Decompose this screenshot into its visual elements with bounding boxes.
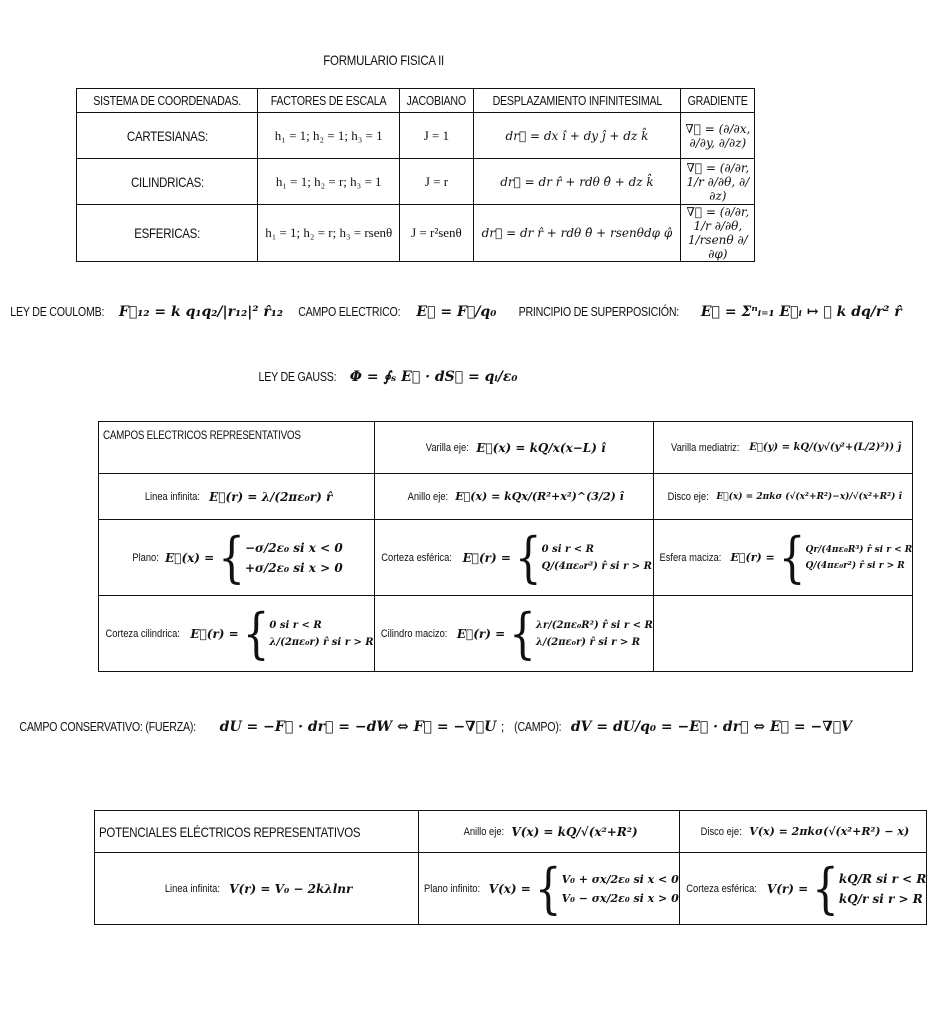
cell-formula: E⃗(x) = kQx/(R²+x²)^(3/2) î	[455, 490, 624, 503]
cell-label: Linea infinita:	[145, 490, 201, 503]
electric-fields-table	[98, 421, 913, 672]
table-cell	[374, 520, 653, 596]
cell-formula: E⃗(y) = kQ/(y√(y²+(L/2)²)) ĵ	[749, 442, 902, 453]
table-cell	[653, 520, 912, 596]
case-2: V₀ − σx/2ε₀ si x > 0	[561, 891, 679, 905]
jacobian: J = r	[400, 159, 473, 205]
case-1: λr/(2πε₀R²) r̂ si r < R	[535, 619, 653, 631]
cell-formula: E⃗(r) =	[462, 550, 511, 565]
displacement: dr⃗ = dr r̂ + rdθ θ̂ + rsenθdφ φ̂	[473, 205, 681, 262]
table-cell	[99, 520, 375, 596]
case-1: V₀ + σx/2ε₀ si x < 0	[561, 872, 679, 886]
cell-formula: E⃗(r) =	[456, 626, 506, 641]
table-row	[77, 113, 755, 159]
piecewise-definition: { −σ/2ε₀ si x < 0 +σ/2ε₀ si x > 0	[218, 525, 343, 589]
cell-label: Disco eje:	[700, 825, 742, 838]
table-cell	[418, 811, 679, 853]
cell-formula: E⃗(r) =	[730, 551, 775, 564]
column-header: GRADIENTE	[681, 89, 755, 113]
case-2: λ/(2πε₀r) r̂ si r > R	[269, 636, 374, 648]
displacement: dr⃗ = dx î + dy ĵ + dz k̂	[473, 113, 681, 159]
case-2: kQ/r si r > R	[838, 891, 923, 906]
column-header: SISTEMA DE COORDENADAS.	[77, 89, 258, 113]
table-header-row	[77, 89, 755, 113]
system-name: CARTESIANAS:	[77, 113, 258, 159]
table-cell	[418, 853, 679, 925]
scale-factors: h₁ = 1; h₂ = r; h₃ = 1	[258, 159, 400, 205]
cell-label: Disco eje:	[667, 490, 709, 503]
table-header: POTENCIALES ELÉCTRICOS REPRESENTATIVOS	[95, 811, 419, 853]
system-name: ESFERICAS:	[77, 205, 258, 262]
cell-label: Corteza esférica:	[381, 551, 453, 564]
table-row	[77, 159, 755, 205]
coulomb-label: LEY DE COULOMB:	[10, 304, 105, 319]
superposition-label: PRINCIPIO DE SUPERPOSICIÓN:	[518, 304, 679, 319]
case-2: λ/(2πε₀r) r̂ si r > R	[535, 636, 641, 648]
piecewise-definition: { kQ/R si r < R kQ/r si r > R	[812, 856, 927, 920]
conservative-field-label: (CAMPO):	[514, 719, 562, 734]
jacobian: J = 1	[400, 113, 473, 159]
table-cell	[95, 853, 419, 925]
cell-formula: V(x) =	[488, 881, 531, 896]
system-name: CILINDRICAS:	[77, 159, 258, 205]
conservative-force-formula: dU = −F⃗ · dr⃗ = −dW ⇔ F⃗ = −∇⃗U	[219, 719, 497, 735]
cell-label: Esfera maciza:	[659, 551, 722, 564]
table-row	[99, 474, 913, 520]
conservative-field-formula: dV = dU/q₀ = −E⃗ · dr⃗ ⇔ E⃗ = −∇⃗V	[570, 719, 853, 735]
gauss-label: LEY DE GAUSS:	[259, 369, 337, 384]
cell-label: Varilla mediatriz:	[670, 441, 740, 454]
cell-formula: V(r) = V₀ − 2kλlnr	[229, 881, 353, 896]
cell-label: Varilla eje:	[425, 441, 469, 454]
piecewise-definition: { 0 si r < R λ/(2πε₀r) r̂ si r > R	[242, 601, 374, 665]
conservative-field-line	[0, 718, 853, 736]
column-header: FACTORES DE ESCALA	[258, 89, 400, 113]
column-header: DESPLAZAMIENTO INFINITESIMAL	[473, 89, 681, 113]
coulomb-field-superposition-line	[0, 303, 902, 321]
case-2: Q/(4πε₀r²) r̂ si r > R	[805, 560, 905, 571]
piecewise-definition: { V₀ + σx/2ε₀ si x < 0 V₀ − σx/2ε₀ si x > 0	[534, 856, 679, 920]
cell-formula: V(r) =	[766, 881, 809, 896]
case-1: 0 si r < R	[541, 543, 594, 555]
cell-label: Plano infinito:	[423, 882, 480, 895]
table-cell	[679, 853, 927, 925]
electric-potentials-table	[94, 810, 927, 925]
cell-formula: E⃗(r) = λ/(2πε₀r) r̂	[209, 489, 333, 504]
table-cell	[99, 474, 375, 520]
table-cell	[653, 474, 912, 520]
displacement: dr⃗ = dr r̂ + rdθ θ̂ + dz k̂	[473, 159, 681, 205]
page-title: FORMULARIO FISICA II	[323, 52, 445, 68]
table-row	[99, 422, 913, 474]
table-row	[99, 596, 913, 672]
cell-label: Corteza cilindrica:	[105, 627, 180, 640]
table-row	[99, 520, 913, 596]
cell-label: Linea infinita:	[165, 882, 221, 895]
case-2: Q/(4πε₀r²) r̂ si r > R	[541, 560, 652, 572]
piecewise-definition: { Qr/(4πε₀R³) r̂ si r < R Q/(4πε₀r²) r̂ si r > R	[778, 525, 913, 589]
gauss-formula: Φ = ∮ₛ E⃗ · dS⃗ = qᵢ/ε₀	[349, 369, 518, 385]
table-header: CAMPOS ELECTRICOS REPRESENTATIVOS	[99, 422, 375, 474]
coordinate-systems-table	[76, 88, 755, 262]
case-2: +σ/2ε₀ si x > 0	[244, 560, 343, 575]
table-row	[95, 811, 927, 853]
cell-label: Anillo eje:	[407, 490, 448, 503]
case-1: 0 si r < R	[269, 619, 322, 631]
cell-label: Cilindro macizo:	[380, 627, 448, 640]
piecewise-definition: { λr/(2πε₀R²) r̂ si r < R λ/(2πε₀r) r̂ si r > R	[509, 601, 653, 665]
cell-formula: V(x) = kQ/√(x²+R²)	[511, 824, 638, 839]
cell-formula: V(x) = 2πkσ(√(x²+R²) − x)	[749, 825, 910, 838]
case-1: Qr/(4πε₀R³) r̂ si r < R	[805, 544, 913, 555]
table-cell	[374, 422, 653, 474]
table-cell	[374, 596, 653, 672]
table-cell	[99, 596, 375, 672]
cell-label: Plano:	[132, 551, 159, 564]
gradient: ∇⃗ = (∂/∂x, ∂/∂y, ∂/∂z)	[681, 113, 755, 159]
coulomb-formula: F⃗₁₂ = k q₁q₂/|r₁₂|² r̂₁₂	[118, 304, 284, 320]
table-row	[95, 853, 927, 925]
table-cell	[653, 422, 912, 474]
piecewise-definition: { 0 si r < R Q/(4πε₀r²) r̂ si r > R	[514, 525, 652, 589]
empty-cell	[653, 596, 912, 672]
electric-field-formula: E⃗ = F⃗/q₀	[416, 304, 497, 320]
table-row	[77, 205, 755, 262]
scale-factors: h₁ = 1; h₂ = r; h₃ = rsenθ	[258, 205, 400, 262]
cell-formula: E⃗(x) = kQ/x(x−L) î	[476, 440, 606, 455]
cell-formula: E⃗(r) =	[190, 626, 239, 641]
gauss-law-line	[0, 368, 768, 386]
column-header: JACOBIANO	[400, 89, 473, 113]
jacobian: J = r²senθ	[400, 205, 473, 262]
electric-field-label: CAMPO ELECTRICO:	[298, 304, 401, 319]
table-cell	[374, 474, 653, 520]
conservative-force-label: CAMPO CONSERVATIVO: (FUERZA):	[19, 719, 196, 734]
gradient: ∇⃗ = (∂/∂r, 1/r ∂/∂θ, ∂/∂z)	[681, 159, 755, 205]
scale-factors: h₁ = 1; h₂ = 1; h₃ = 1	[258, 113, 400, 159]
superposition-formula: E⃗ = Σⁿᵢ₌₁ E⃗ᵢ ↦ ∮ k dq/r² r̂	[700, 304, 902, 320]
cell-formula: E⃗(x) = 2πkσ (√(x²+R²)−x)/√(x²+R²) î	[716, 491, 902, 502]
gradient: ∇⃗ = (∂/∂r, 1/r ∂/∂θ, 1/rsenθ ∂/∂φ)	[681, 205, 755, 262]
case-1: kQ/R si r < R	[838, 871, 927, 886]
case-1: −σ/2ε₀ si x < 0	[244, 540, 343, 555]
table-cell	[679, 811, 927, 853]
separator: ;	[500, 719, 505, 734]
cell-label: Anillo eje:	[463, 825, 504, 838]
cell-label: Corteza esférica:	[686, 882, 757, 895]
cell-formula: E⃗(x) =	[165, 550, 215, 565]
